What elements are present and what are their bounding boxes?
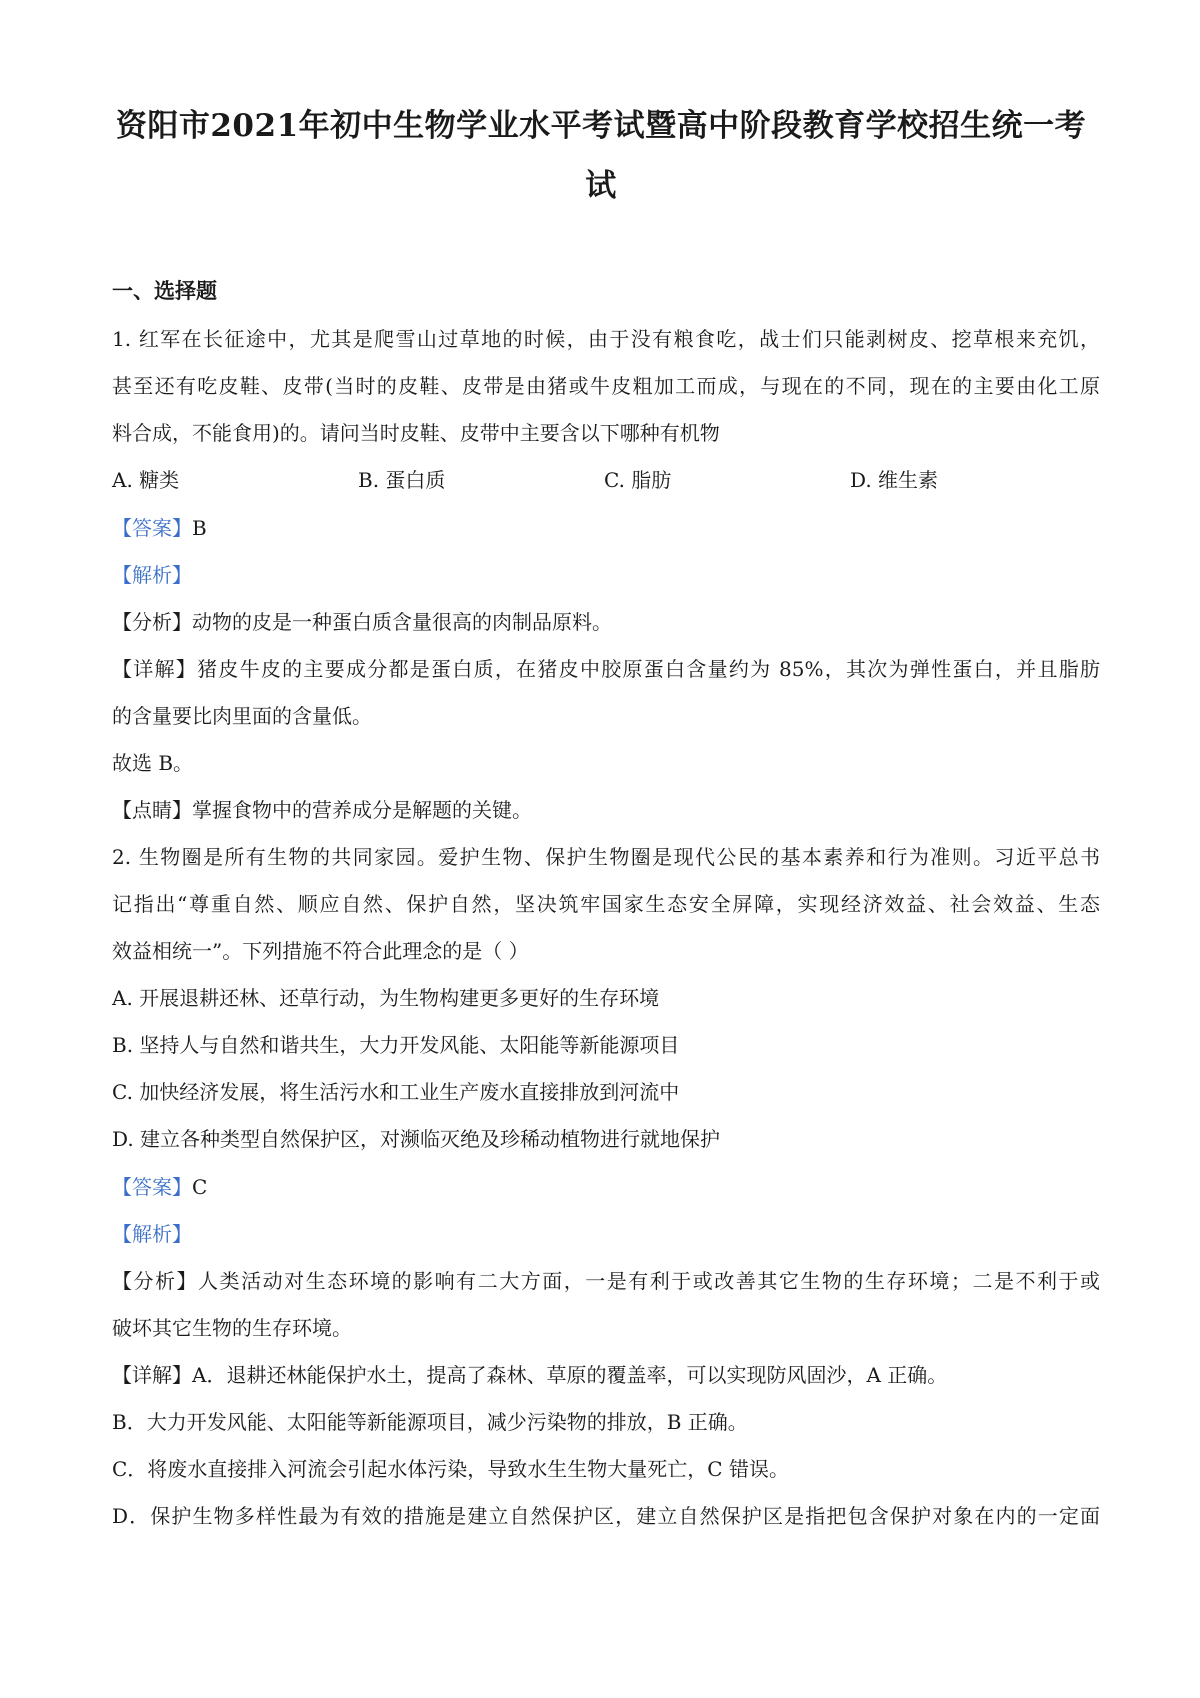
exam-title-line-2: 试 (585, 168, 617, 204)
q2-option-a: A. 开展退耕还林、还草行动，为生物构建更多更好的生存环境 (112, 986, 660, 1010)
q2-option-c: C. 加快经济发展，将生活污水和工业生产废水直接排放到河流中 (112, 1080, 680, 1104)
q1-option-b: B. 蛋白质 (358, 468, 446, 492)
q1-fenxi: 【分析】动物的皮是一种蛋白质含量很高的肉制品原料。 (112, 610, 612, 634)
q1-option-a: A. 糖类 (112, 468, 180, 492)
q2-xiangjie-line-2: B．大力开发风能、太阳能等新能源项目，减少污染物的排放，B 正确。 (112, 1410, 748, 1434)
q2-xiangjie-line-4: D．保护生物多样性最为有效的措施是建立自然保护区，建立自然保护区是指把包含保护对象在内的一定面 (112, 1504, 1100, 1528)
q1-answer (112, 518, 207, 538)
q2-option-b: B. 坚持人与自然和谐共生，大力开发风能、太阳能等新能源项目 (112, 1033, 680, 1057)
q2-analysis-tag: 【解析】 (112, 1222, 192, 1246)
answer-tag: 【答案】 (112, 1175, 192, 1199)
q2-xiangjie-line-3: C．将废水直接排入河流会引起水体污染，导致水生生物大量死亡，C 错误。 (112, 1457, 789, 1481)
q1-xiangjie-line-1: 【详解】猪皮牛皮的主要成分都是蛋白质，在猪皮中胶原蛋白含量约为 85%，其次为弹性蛋白，并且脂肪 (112, 657, 1100, 681)
answer-value: C (192, 1175, 208, 1199)
q1-option-c: C. 脂肪 (604, 468, 672, 492)
q1-stem-line-3: 料合成，不能食用)的。请问当时皮鞋、皮带中主要含以下哪种有机物 (112, 421, 720, 445)
answer-value: B (192, 516, 207, 540)
answer-tag: 【答案】 (112, 516, 192, 540)
q1-analysis-tag: 【解析】 (112, 563, 192, 587)
q2-stem-line-3: 效益相统一”。下列措施不符合此理念的是（ ） (112, 939, 529, 963)
q1-conclusion: 故选 B。 (112, 751, 194, 775)
q1-stem-line-1: 1. 红军在长征途中，尤其是爬雪山过草地的时候，由于没有粮食吃，战士们只能剥树皮、挖草根来充饥， (112, 327, 1100, 351)
q2-stem-line-1: 2. 生物圈是所有生物的共同家园。爱护生物、保护生物圈是现代公民的基本素养和行为准则。习近平总书 (112, 845, 1100, 869)
q2-xiangjie-line-1: 【详解】A．退耕还林能保护水土，提高了森林、草原的覆盖率，可以实现防风固沙，A 正确。 (112, 1363, 948, 1387)
q2-fenxi-line-1: 【分析】人类活动对生态环境的影响有二大方面，一是有利于或改善其它生物的生存环境；二是不利于或 (112, 1269, 1100, 1293)
q2-fenxi-line-2: 破坏其它生物的生存环境。 (112, 1316, 352, 1340)
q1-dianjing: 【点睛】掌握食物中的营养成分是解题的关键。 (112, 798, 532, 822)
q2-stem-line-2: 记指出“尊重自然、顺应自然、保护自然，坚决筑牢国家生态安全屏障，实现经济效益、社会效益、生态 (112, 892, 1100, 916)
q1-xiangjie-line-2: 的含量要比肉里面的含量低。 (112, 704, 372, 728)
exam-title-line-1: 资阳市2021年初中生物学业水平考试暨高中阶段教育学校招生统一考 (115, 108, 1087, 144)
q2-option-d: D. 建立各种类型自然保护区，对濒临灭绝及珍稀动植物进行就地保护 (112, 1127, 721, 1151)
q2-answer (112, 1177, 207, 1197)
q1-option-d: D. 维生素 (850, 468, 939, 492)
q1-stem-line-2: 甚至还有吃皮鞋、皮带(当时的皮鞋、皮带是由猪或牛皮粗加工而成，与现在的不同，现在的主要由化工原 (112, 374, 1100, 398)
section-heading: 一、选择题 (112, 278, 217, 303)
